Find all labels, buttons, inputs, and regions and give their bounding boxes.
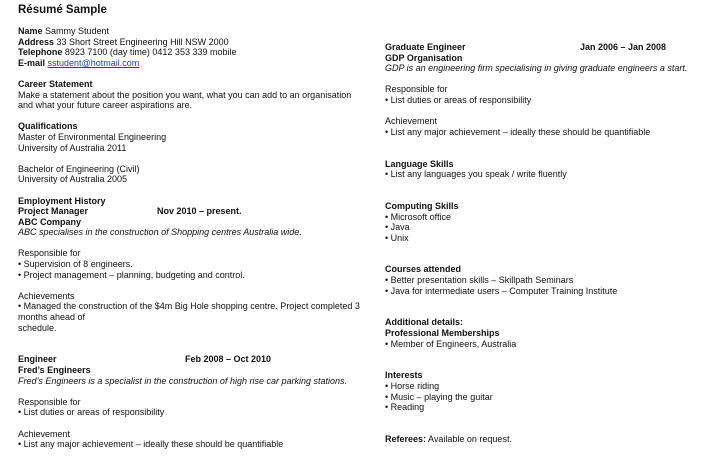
address-value: 33 Short Street Engineering Hill NSW 2000 — [56, 36, 229, 47]
qualification-degree: Master of Environmental Engineering — [18, 131, 167, 142]
qualifications-heading: Qualifications — [18, 121, 78, 132]
courses-heading: Courses attended — [385, 264, 462, 275]
job-description: ABC specialises in the construction of Shopping centres Australia wide. — [18, 227, 302, 238]
contact-telephone — [18, 47, 368, 58]
list-item-continued: schedule. — [18, 322, 57, 333]
right-column — [385, 42, 705, 445]
qualification-university: University of Australia 2005 — [18, 174, 128, 185]
referees-line — [385, 434, 705, 445]
responsibilities-label: Responsible for — [385, 84, 448, 95]
job-title: Engineer — [18, 354, 57, 365]
responsibilities-label: Responsible for — [18, 248, 81, 259]
list-item: • List any languages you speak / write fluently — [385, 169, 567, 180]
list-item: • Member of Engineers, Australia — [385, 338, 517, 349]
list-item: • Unix — [385, 232, 409, 243]
job-header — [385, 42, 705, 53]
list-item: • List any major achievement – ideally these should be quantifiable — [18, 439, 284, 450]
list-item: • Managed the construction of the $4m Big Hole shopping centre. Project completed 3 months ahead of — [18, 301, 360, 323]
achievements-label: Achievements — [18, 290, 75, 301]
list-item: • Music – playing the guitar — [385, 391, 493, 402]
contact-address — [18, 37, 368, 48]
list-item: • Java — [385, 222, 410, 233]
list-item: • Reading — [385, 402, 425, 413]
language-heading: Language Skills — [385, 158, 454, 169]
qualification-university: University of Australia 2011 — [18, 142, 127, 153]
list-item: • Supervision of 8 engineers. — [18, 259, 133, 270]
job-header — [18, 206, 368, 217]
job-title: Project Manager — [18, 206, 89, 217]
job-title: Graduate Engineer — [385, 42, 466, 52]
list-item: • List duties or areas of responsibility — [18, 407, 165, 418]
job-dates: Feb 2008 – Oct 2010 — [185, 354, 272, 365]
contact-email — [18, 58, 368, 69]
list-item: • Project management – planning, budgeting and control. — [18, 269, 245, 280]
email-link[interactable]: sstudent@hotmail.com — [47, 57, 140, 68]
list-item: • Better presentation skills – Skillpath Seminars — [385, 275, 574, 286]
interests-heading: Interests — [385, 370, 423, 381]
name-label: Name — [18, 26, 43, 36]
list-item: • Horse riding — [385, 381, 440, 391]
telephone-value: 8923 7100 (day time) 0412 353 339 mobile — [64, 47, 237, 58]
job-description: Fred’s Engineers is a specialist in the construction of high rise car parking stations. — [18, 375, 347, 386]
computing-heading: Computing Skills — [385, 200, 459, 211]
telephone-label: Telephone — [18, 47, 63, 58]
job-company: ABC Company — [18, 216, 82, 227]
qualification-degree: Bachelor of Engineering (Civil) — [18, 163, 140, 174]
job-dates: Nov 2010 – present. — [157, 206, 242, 217]
left-column — [18, 26, 368, 450]
address-label: Address — [18, 36, 55, 47]
list-item: • List duties or areas of responsibility — [385, 94, 532, 105]
responsibilities-label: Responsible for — [18, 396, 81, 407]
list-item: • Java for intermediate users – Computer Training Institute — [385, 285, 618, 296]
job-company: Fred’s Engineers — [18, 365, 91, 375]
referees-text: Available on request. — [428, 433, 512, 444]
job-header — [18, 354, 368, 365]
job-dates: Jan 2006 – Jan 2008 — [580, 42, 667, 52]
list-item: • Microsoft office — [385, 211, 452, 222]
job-description: GDP is an engineering firm specialising in giving graduate engineers a start. — [385, 63, 688, 74]
additional-heading: Additional details: — [385, 317, 464, 328]
achievements-label: Achievement — [18, 428, 71, 439]
memberships-subheading: Professional Memberships — [385, 328, 500, 339]
referees-label: Referees: — [385, 433, 427, 444]
list-item: • List any major achievement – ideally these should be quantifiable — [385, 126, 651, 137]
achievements-label: Achievement — [385, 116, 438, 127]
document-title: Résumé Sample — [18, 4, 107, 16]
job-company: GDP Organisation — [385, 52, 463, 63]
career-text: Make a statement about the position you want, what you can add to an organisation and what your future career aspirations are. — [18, 89, 352, 111]
name-value: Sammy Student — [45, 26, 110, 36]
employment-heading: Employment History — [18, 195, 106, 206]
career-heading: Career Statement — [18, 78, 93, 89]
contact-name — [18, 26, 368, 37]
email-label: E-mail — [18, 57, 46, 68]
